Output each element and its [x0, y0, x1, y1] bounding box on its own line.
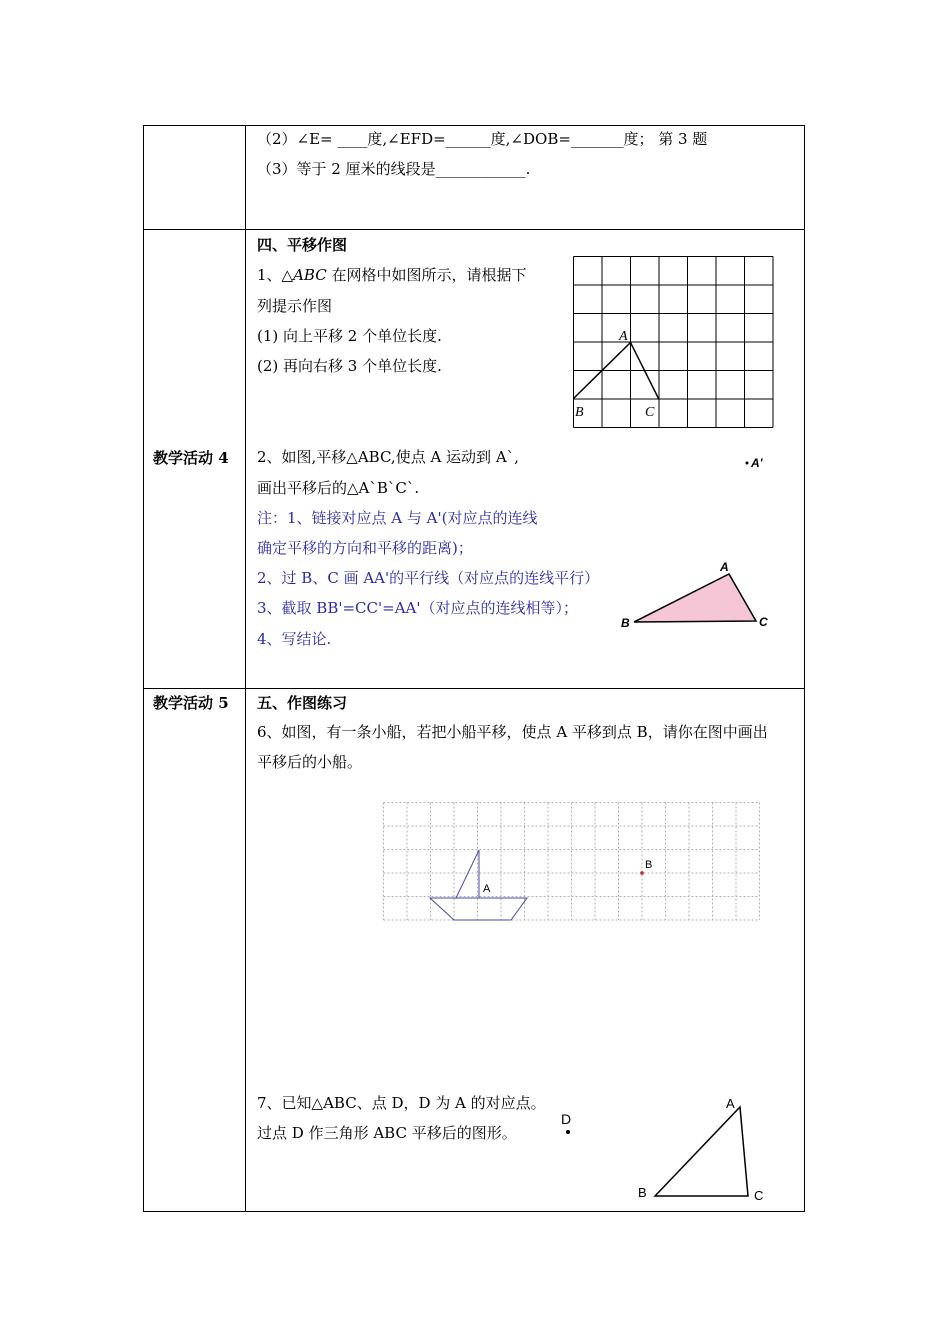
boat-label-b: B — [645, 859, 653, 871]
point-a-prime — [744, 454, 774, 470]
q1-step-1: (1) 向上平移 2 个单位长度. — [257, 327, 442, 345]
row-divider-1 — [143, 229, 805, 230]
question-line-2: （2）∠E= ____度,∠EFD=______度,∠DOB=_______度； 第 3 题 — [257, 130, 708, 148]
q6-line-1: 6、如图，有一条小船，若把小船平移，使点 A 平移到点 B，请你在图中画出 — [257, 723, 768, 741]
q6-line-2: 平移后的小船。 — [257, 753, 363, 771]
row-divider-2 — [143, 688, 805, 689]
note-line-1: 注：1、链接对应点 A 与 A'(对应点的连线 — [257, 509, 538, 527]
point-b-dot — [640, 871, 644, 875]
boat-shape — [430, 850, 527, 920]
column-divider — [245, 125, 246, 1212]
q2-line-2: 画出平移后的△A`B`C`. — [257, 479, 420, 497]
q1-step-2: (2) 再向右移 3 个单位长度. — [257, 357, 442, 375]
q2-line-1: 2、如图,平移△ABC,使点 A 运动到 A`, — [257, 448, 519, 466]
svg-text:A': A' — [751, 456, 763, 470]
note-line-4: 3、截取 BB'=CC'=AA'（对应点的连线相等）； — [257, 599, 578, 617]
grid-label-a: A — [619, 329, 628, 344]
pink-triangle-figure — [620, 560, 780, 630]
fig7-label-b: B — [638, 1185, 647, 1200]
fig7-point-d — [566, 1130, 570, 1134]
tri-label-a: A — [720, 560, 729, 574]
q1-line-1 — [257, 266, 527, 284]
q1-prefix: 1、△ — [257, 266, 294, 284]
table-border-left — [143, 125, 144, 1212]
question-line-3: （3）等于 2 厘米的线段是____________. — [257, 160, 531, 178]
boat-label-a: A — [483, 883, 491, 895]
fig7-label-c: C — [754, 1188, 764, 1203]
table-border-bottom — [143, 1211, 805, 1212]
row-label-activity-4: 教学活动 4 — [153, 449, 229, 467]
fig7-triangle — [655, 1107, 748, 1196]
table-border-right — [804, 125, 805, 1212]
tri-label-c: C — [759, 615, 768, 629]
grid-label-b: B — [575, 405, 584, 420]
section-heading-5: 五、作图练习 — [257, 694, 348, 712]
fig7-label-a: A — [726, 1096, 735, 1111]
q7-line-2: 过点 D 作三角形 ABC 平移后的图形。 — [257, 1124, 517, 1142]
section-heading-4: 四、平移作图 — [257, 236, 348, 254]
boat-grid-figure — [383, 802, 761, 926]
grid-figure — [573, 256, 775, 431]
note-line-2: 确定平移的方向和平移的距离)； — [257, 539, 473, 557]
tri-label-b: B — [621, 616, 630, 630]
grid-label-c: C — [645, 405, 655, 420]
table-border-top — [143, 125, 805, 126]
figure-7 — [558, 1096, 808, 1206]
pink-triangle — [634, 574, 756, 622]
q1-abc: ABC — [293, 266, 327, 284]
q7-line-1: 7、已知△ABC、点 D，D 为 A 的对应点。 — [257, 1094, 546, 1112]
row-label-activity-5: 教学活动 5 — [153, 694, 229, 712]
fig7-label-d: D — [561, 1111, 572, 1127]
q1-rest: 在网格中如图所示，请根据下 — [326, 266, 527, 284]
note-line-3: 2、过 B、C 画 AA'的平行线（对应点的连线平行） — [257, 569, 600, 587]
note-line-5: 4、写结论. — [257, 630, 332, 648]
q1-line-2: 列提示作图 — [257, 297, 333, 315]
